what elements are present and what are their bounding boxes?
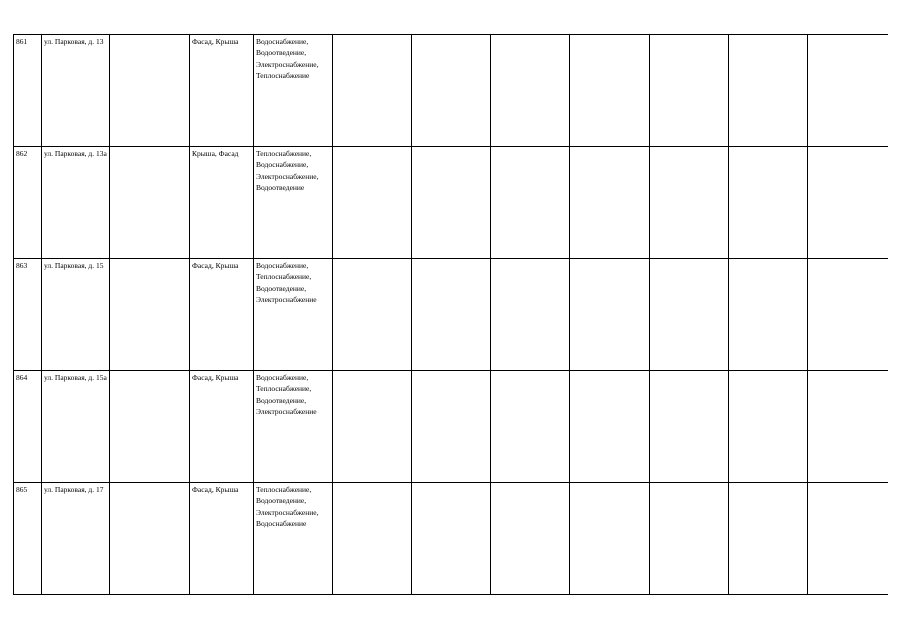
system-item: Теплоснабжение, [256,485,312,494]
empty-cell [491,35,570,147]
table-row [14,483,888,595]
system-item: Водоотведение, [256,283,307,293]
system-item: Электроснабжение, [256,59,319,69]
system-item: Электроснабжение [256,406,317,416]
table-row [14,147,888,259]
system-item: Водоотведение, [256,496,307,506]
systems-cell [254,147,333,259]
empty-cell [808,371,888,483]
address-cell: ул. Парковая, д. 17 [42,483,110,595]
system-item: Теплоснабжение, [256,149,312,158]
empty-cell [729,35,808,147]
empty-cell [412,371,491,483]
address-cell: ул. Парковая, д. 15 [42,259,110,371]
row-number-cell: 864 [14,371,42,483]
table-body [14,35,888,595]
system-item: Водоснабжение, [256,261,309,270]
empty-cell [570,35,650,147]
system-item: Водоотведение [256,182,305,192]
row-number-cell: 861 [14,35,42,147]
elements-cell: Фасад, Крыша [190,371,254,483]
empty-cell [333,259,412,371]
table-row [14,35,888,147]
empty-cell [570,371,650,483]
table-row [14,259,888,371]
system-item: Водоснабжение [256,518,307,528]
empty-cell [650,35,729,147]
empty-cell [491,371,570,483]
empty-cell [650,147,729,259]
data-table [13,34,888,595]
empty-cell [412,35,491,147]
empty-cell [412,483,491,595]
system-item: Водоснабжение, [256,160,309,170]
system-item: Теплоснабжение, [256,272,312,282]
system-item: Теплоснабжение [256,70,310,80]
empty-cell [808,483,888,595]
table-row [14,371,888,483]
system-item: Электроснабжение [256,294,317,304]
empty-cell [570,259,650,371]
empty-cell [729,147,808,259]
empty-cell [650,371,729,483]
empty-cell [491,147,570,259]
empty-cell [570,147,650,259]
empty-cell [570,483,650,595]
empty-cell [650,483,729,595]
systems-cell [254,35,333,147]
system-item: Водоотведение, [256,48,307,58]
system-item: Водоснабжение, [256,373,309,382]
empty-cell [110,259,190,371]
empty-cell [491,483,570,595]
empty-cell [729,259,808,371]
system-item: Электроснабжение, [256,171,319,181]
empty-cell [491,259,570,371]
system-item: Водоотведение, [256,395,307,405]
elements-cell: Фасад, Крыша [190,483,254,595]
systems-cell [254,259,333,371]
address-cell: ул. Парковая, д. 15а [42,371,110,483]
empty-cell [650,259,729,371]
row-number-cell: 865 [14,483,42,595]
empty-cell [333,483,412,595]
elements-cell: Фасад, Крыша [190,259,254,371]
empty-cell [333,35,412,147]
empty-cell [110,483,190,595]
system-item: Теплоснабжение, [256,384,312,394]
empty-cell [729,371,808,483]
row-number-cell: 862 [14,147,42,259]
empty-cell [808,147,888,259]
empty-cell [412,147,491,259]
empty-cell [808,259,888,371]
empty-cell [729,483,808,595]
empty-cell [333,147,412,259]
system-item: Электроснабжение, [256,507,319,517]
empty-cell [110,147,190,259]
empty-cell [110,35,190,147]
address-cell: ул. Парковая, д. 13а [42,147,110,259]
empty-cell [333,371,412,483]
systems-cell [254,371,333,483]
address-cell: ул. Парковая, д. 13 [42,35,110,147]
systems-cell [254,483,333,595]
empty-cell [110,371,190,483]
empty-cell [412,259,491,371]
elements-cell: Крыша, Фасад [190,147,254,259]
elements-cell: Фасад, Крыша [190,35,254,147]
system-item: Водоснабжение, [256,37,309,46]
empty-cell [808,35,888,147]
row-number-cell: 863 [14,259,42,371]
